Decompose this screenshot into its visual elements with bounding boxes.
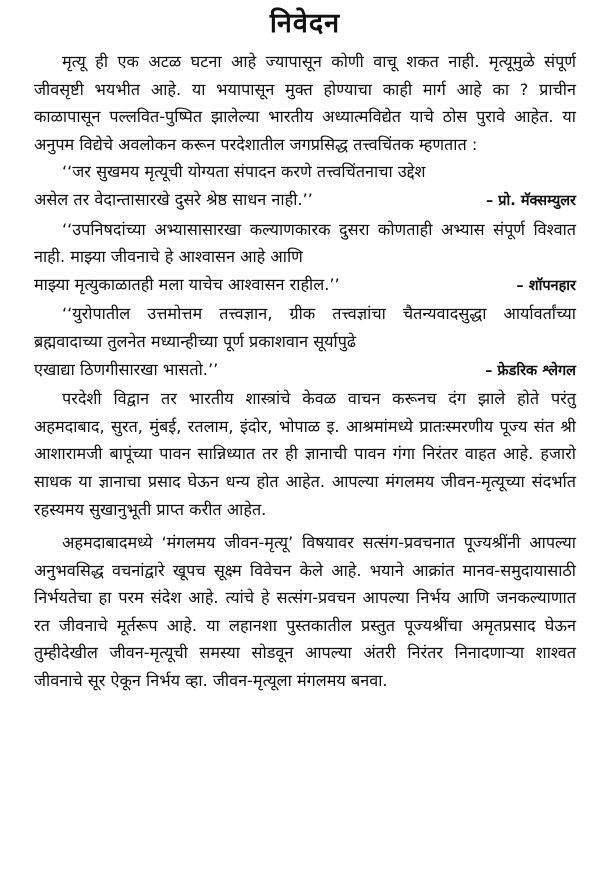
body-paragraph-3: अहमदाबादमध्ये ‘मंगलमय जीवन-मृत्यू’ विषयावर सत्संग-प्रवचनात पूज्यश्रींनी आपल्या अनुभवसिद्ध वचनांद्वारे खूपच सूक्ष्म विवेचन केले आहे. भयाने आक्रांत मानव-समुदायासाठी निर्भयतेचा हा परम संदेश आहे. त्यांचे हे सत्संग-प्रवचन आपल्या निर्भय आणि जनकल्याणात रत जीवनाचे मूर्तरूप आहे. या लहानशा पुस्तकातील प्रस्तुत पूज्यश्रींचा अमृतप्रसाद घेऊन तुम्हीदेखील जीवन-मृत्यूची समस्या सोडवून आपल्या अंतरी निरंतर निनादणाऱ्या शाश्वत जीवनाचे सूर ऐकून निर्भय व्हा. जीवन-मृत्यूला मंगलमय बनवा. — [34, 533, 576, 691]
quote-last-line — [34, 271, 576, 301]
document-page — [34, 6, 576, 866]
quote-text-end: एखाद्या ठिणगीसारखा भासतो.’’ — [34, 359, 219, 379]
quote-text-end: असेल तर वेदान्तासारखे दुसरे श्रेष्ठ साधन नाही.’’ — [34, 189, 313, 209]
page-title: निवेदन — [269, 8, 341, 39]
quote-author: – प्रो. मॅक्सम्युलर — [485, 192, 576, 209]
intro-paragraph: मृत्यू ही एक अटळ घटना आहे ज्यापासून कोणी वाचू शकत नाही. मृत्यूमुळे संपूर्ण जीवसृष्टी भयभीत आहे. या भयापासून मुक्त होण्याचा काही मार्ग आहे का ? प्राचीन काळापासून पल्लवित-पुष्पित झालेल्या भारतीय अध्यात्मविद्येत याचे ठोस पुरावे आहेत. या अनुपम विद्येचे अवलोकन करून परदेशातील जगप्रसिद्ध तत्त्वचिंतक म्हणतात : — [34, 52, 576, 154]
quote-author: – शॉपनहार — [516, 277, 576, 294]
quote-text: ‘‘युरोपातील उत्तमोत्तम तत्त्वज्ञान, ग्रीक तत्त्वज्ञांचा चैतन्यवादसुद्धा आर्यावर्तांच्या ब्रह्मवादाच्या तुलनेत मध्यान्हीच्या पूर्ण प्रकाशवान सूर्यापुढे — [34, 304, 576, 351]
quote-text-end: माझ्या मृत्युकाळातही मला याचेच आश्वासन राहील.’’ — [34, 274, 340, 294]
quote-block — [34, 158, 576, 215]
quote-author: – फ्रेडरिक श्लेगल — [485, 362, 576, 379]
quote-text: ‘‘जर सुखमय मृत्यूची योग्यता संपादन करणे तत्त्वचिंतनाचा उद्देश — [62, 162, 426, 182]
body-paragraph-2: परदेशी विद्वान तर भारतीय शास्त्रांचे केवळ वाचन करूनच दंग झाले होते परंतु अहमदाबाद, सुरत, मुंबई, रतलाम, इंदोर, भोपाळ इ. आश्रमांमध्ये प्रातःस्मरणीय पूज्य संत श्री आशारामजी बापूंच्या पावन सान्निध्यात तर ही ज्ञानाची पावन गंगा निरंतर वाहत आहे. हजारो साधक या ज्ञानाचा प्रसाद घेऊन धन्य होत आहेत. आपल्या मंगलमय जीवन-मृत्यूच्या संदर्भात रहस्यमय सुखानुभूती प्राप्त करीत आहेत. — [34, 389, 576, 519]
quote-last-line — [34, 186, 576, 216]
quote-block — [34, 216, 576, 301]
quote-text: ‘‘उपनिषदांच्या अभ्यासासारखा कल्याणकारक दुसरा कोणताही अभ्यास संपूर्ण विश्वात नाही. माझ्या जीवनाचे हे आश्वासन आहे आणि — [34, 219, 576, 267]
quote-last-line — [34, 356, 576, 386]
quote-block — [34, 300, 576, 385]
